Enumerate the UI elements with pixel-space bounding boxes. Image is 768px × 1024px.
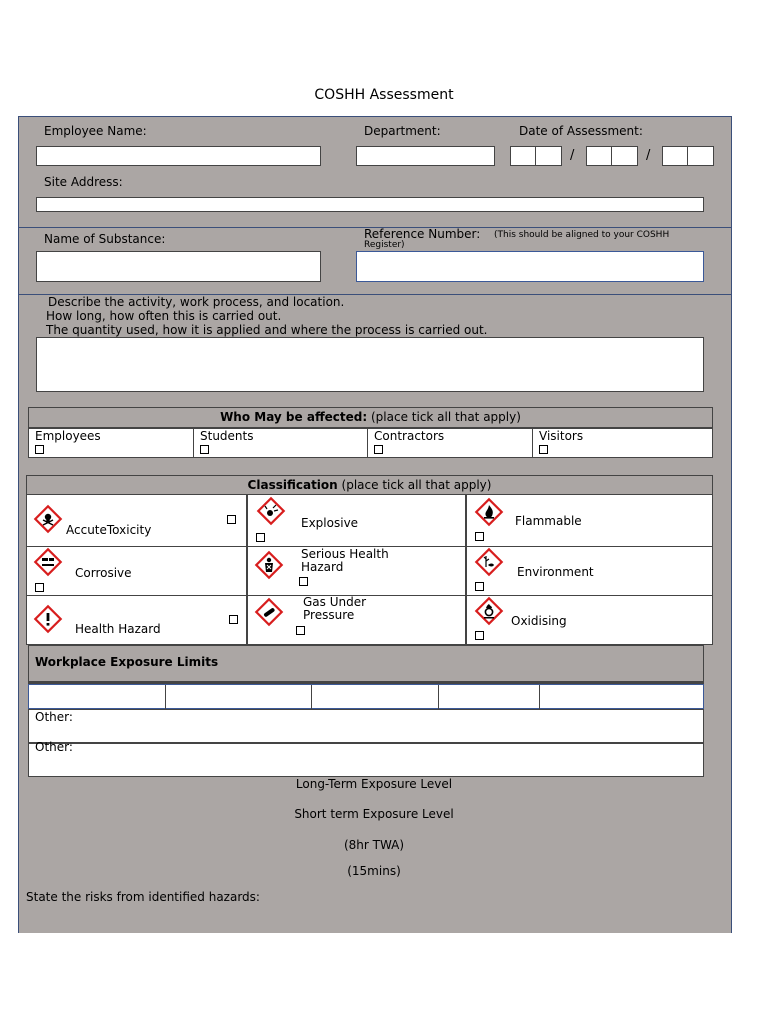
other-label-1: Other: [35,710,73,724]
affected-header-note: (place tick all that apply) [367,410,521,424]
risks-label: State the risks from identified hazards: [26,890,260,904]
affected-students [194,429,368,458]
classification-header-bold: Classification [247,478,338,492]
students-checkbox[interactable] [200,445,209,454]
date-year-field[interactable] [662,146,714,166]
class-label-acute-toxicity: AccuteToxicity [66,523,152,537]
oxidising-checkbox[interactable] [475,631,484,640]
reference-note-text: (This should be aligned to your COSHH Register) [364,230,670,250]
visitors-checkbox[interactable] [539,445,548,454]
employees-checkbox[interactable] [35,445,44,454]
class-cell-acute-toxicity [26,494,247,547]
serious-health-checkbox[interactable] [299,577,308,586]
health-hazard-checkbox[interactable] [229,615,238,624]
flame-over-circle-icon [475,597,503,625]
class-label-environment: Environment [517,565,594,579]
class-cell-corrosive [26,546,247,596]
fifteen-mins-label: (15mins) [347,864,401,878]
class-cell-environment [466,546,713,596]
affected-employees-label: Employees [35,429,101,443]
exploding-bomb-icon [257,497,285,525]
substance-name-field[interactable] [36,251,321,282]
exposure-col-divider [311,685,312,709]
class-cell-gas-pressure [247,595,466,645]
page-title: COSHH Assessment [314,87,454,103]
environment-icon [475,548,503,576]
twa-label: (8hr TWA) [343,838,405,852]
affected-visitors [533,429,713,458]
exposure-limits-title: Workplace Exposure Limits [35,655,219,669]
affected-employees [29,429,194,458]
activity-description-field[interactable] [36,337,704,392]
exposure-col-divider [539,685,540,709]
class-label-flammable: Flammable [515,514,582,528]
exposure-other-row-2[interactable] [28,740,704,777]
description-line-1: Describe the activity, work process, and location. [48,295,345,309]
long-term-exposure-label: Long-Term Exposure Level [295,777,453,791]
date-separator-1: / [570,148,575,163]
exposure-col-divider [165,685,166,709]
gas-cylinder-icon [255,598,283,626]
contractors-checkbox[interactable] [374,445,383,454]
site-address-label: Site Address: [44,175,123,189]
environment-checkbox[interactable] [475,582,484,591]
description-line-3: The quantity used, how it is applied and where the process is carried out. [46,323,488,337]
department-label: Department: [364,124,441,138]
reference-number-field[interactable] [356,251,704,282]
affected-students-label: Students [200,429,254,443]
affected-contractors-label: Contractors [374,429,445,443]
class-label-health-hazard: Health Hazard [75,622,161,636]
exclamation-icon [34,605,62,633]
other-label-2: Other: [35,740,73,754]
substance-label: Name of Substance: [44,232,166,246]
classification-header-note: (place tick all that apply) [337,478,492,492]
description-line-2: How long, how often this is carried out. [46,309,282,323]
employee-name-label: Employee Name: [44,124,147,138]
affected-header-bold: Who May be affected: [220,410,368,424]
date-month-field[interactable] [586,146,638,166]
exposure-values-row [28,684,704,709]
affected-header [28,407,713,428]
affected-contractors [368,429,533,458]
site-address-field[interactable] [36,197,704,212]
flame-icon [475,498,503,526]
classification-grid [26,494,713,645]
class-cell-flammable [466,494,713,547]
employee-name-field[interactable] [36,146,321,166]
classification-header [26,475,713,495]
reference-number-label: Reference Number: [364,227,481,241]
skull-crossbones-icon [34,505,62,533]
class-cell-health-hazard [26,595,247,645]
class-cell-explosive [247,494,466,547]
class-label-explosive: Explosive [301,516,359,530]
date-of-assessment-label: Date of Assessment: [519,124,643,138]
flammable-checkbox[interactable] [475,532,484,541]
exposure-col-divider [438,685,439,709]
exposure-other-row-1[interactable] [28,709,704,754]
affected-visitors-label: Visitors [539,429,584,443]
class-label-oxidising: Oxidising [511,614,567,628]
short-term-exposure-label: Short term Exposure Level [294,807,454,821]
corrosion-icon [34,548,62,576]
exposure-limits-header [28,645,704,682]
class-label-serious-health: Serious Health Hazard [301,547,389,574]
corrosive-checkbox[interactable] [35,583,44,592]
explosive-checkbox[interactable] [256,533,265,542]
department-field[interactable] [356,146,495,166]
class-cell-oxidising [466,595,713,645]
affected-table [28,428,713,458]
class-label-corrosive: Corrosive [75,566,132,580]
class-label-gas-pressure: Gas Under Pressure [303,595,367,622]
health-hazard-icon [255,551,283,579]
gas-pressure-checkbox[interactable] [296,626,305,635]
class-cell-serious-health [247,546,466,596]
date-day-field[interactable] [510,146,562,166]
date-separator-2: / [646,148,651,163]
acute-toxicity-checkbox[interactable] [227,515,236,524]
